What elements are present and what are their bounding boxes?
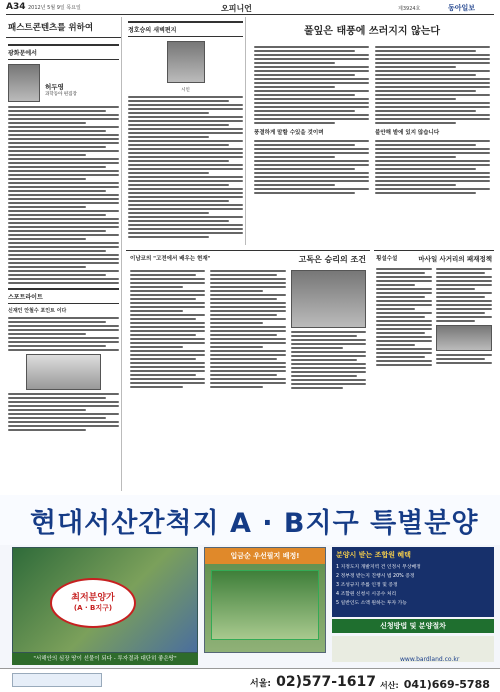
benefits-heading: 분양시 받는 조합원 혜택 bbox=[336, 551, 411, 559]
benefit-1: 1 지정도지 개발지역 건 인정시 무상배정 bbox=[336, 565, 421, 570]
ad-title: 현대서산간척지 A · B지구 특별분양 bbox=[30, 508, 479, 539]
section-title: 오피니언 bbox=[221, 4, 252, 13]
phone-local-label: 서산: bbox=[380, 681, 399, 690]
ad-center-heading: 입금순 우선필지 배정! bbox=[205, 548, 325, 564]
author-photo bbox=[8, 64, 40, 102]
issue-number: 제3924호 bbox=[398, 6, 421, 12]
price-badge bbox=[50, 578, 136, 628]
column-2-section: 정호승의 새벽편지 bbox=[128, 21, 243, 37]
sports-title: 신재인 안철수 포인트 이다 bbox=[8, 308, 67, 314]
caricature-image bbox=[26, 354, 101, 390]
column-1 bbox=[6, 17, 122, 491]
mid-left-title: 고독은 승리의 조건 bbox=[298, 255, 366, 264]
column-1-title: 패스트콘텐츠를 위하여 bbox=[6, 17, 121, 38]
ad-title-bar bbox=[0, 495, 500, 545]
reporter-photo bbox=[436, 325, 492, 351]
page-number: A34 bbox=[6, 2, 26, 12]
farmland-photo bbox=[211, 570, 319, 640]
mid-right-title: 마사일 사거리의 패재정책 bbox=[418, 255, 492, 263]
website-link[interactable]: www.bardland.co.kr bbox=[400, 656, 460, 663]
benefit-4: 4 조합원 신청시 시공수 처리 bbox=[336, 592, 397, 597]
author-block bbox=[8, 64, 119, 102]
member-benefits-box bbox=[332, 547, 494, 617]
column-1-body bbox=[8, 106, 119, 284]
land-advertisement bbox=[0, 495, 500, 691]
poet-role: 시인 bbox=[181, 88, 190, 93]
phone-seoul: 02)577-1617 bbox=[276, 674, 376, 690]
benefit-5: 5 일반인도 소액 원하는 투자 가능 bbox=[336, 601, 407, 606]
publish-date: 2012년 5월 9일 목요일 bbox=[28, 5, 81, 11]
contact-heading: 신청방법 및 분양절차 bbox=[332, 619, 494, 633]
subheading-2: 불안해 밭에 있지 않습니다 bbox=[375, 130, 440, 136]
author-name: 허두영 bbox=[45, 83, 64, 91]
author-role: 과학동아 편집장 bbox=[45, 92, 77, 97]
benefit-3: 3 조성규지 주를 인정 및 증정 bbox=[336, 583, 398, 588]
price-sub: (A · B지구) bbox=[73, 604, 113, 612]
poet-photo bbox=[167, 41, 205, 83]
column-2 bbox=[126, 17, 246, 245]
sports-section: 스포트라이트 bbox=[8, 288, 119, 304]
mid-right-section: 횡설수설 bbox=[376, 256, 398, 262]
column-3 bbox=[250, 17, 494, 245]
phone-local: 041)669-5788 bbox=[403, 678, 490, 691]
price-label: 최저분양가 bbox=[71, 593, 115, 603]
subheading-1: 풍결하게 말할 수있을 것이며 bbox=[254, 130, 324, 136]
mid-left-article bbox=[126, 250, 370, 491]
phone-seoul-label: 서울: bbox=[250, 679, 271, 689]
phone-local-group bbox=[380, 673, 490, 692]
mid-right-article bbox=[374, 250, 494, 491]
page-header bbox=[6, 2, 494, 15]
mid-left-section: 이남코의 "고전에서 배우는 현재" bbox=[130, 256, 211, 262]
phone-seoul-group bbox=[250, 671, 376, 690]
company-logo bbox=[12, 673, 102, 687]
benefit-2: 2 정부정 받는지 진행시 법 20% 증정 bbox=[336, 574, 415, 579]
column-name: 광화문에서 bbox=[8, 44, 119, 60]
pitcher-photo bbox=[291, 270, 366, 328]
paper-name: 동아일보 bbox=[448, 4, 476, 12]
ad-center-panel bbox=[204, 547, 326, 653]
column-3-title: 풀잎은 태풍에 쓰러지지 않는다 bbox=[303, 26, 441, 37]
ad-slogan: "서해안의 심장 땅이 선물이 되다 - 투자결과 대단히 좋은땅" bbox=[12, 653, 198, 665]
